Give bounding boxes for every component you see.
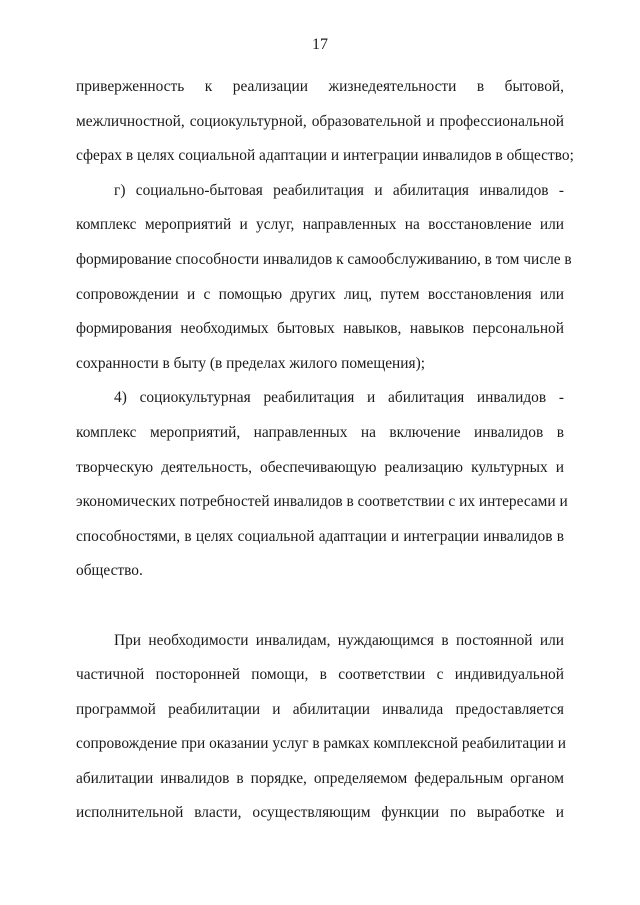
text-line: сохранности в быту (в пределах жилого помещения); [76, 354, 425, 372]
text-line: приверженность к реализации жизнедеятельности в бытовой, [76, 78, 564, 95]
text-line: общество. [76, 562, 143, 580]
text-line: сопровождении и с помощью других лиц, путем восстановления или [76, 285, 564, 303]
page-number: 17 [312, 36, 328, 53]
text-line: программой реабилитации и абилитации инвалида предоставляется [76, 700, 564, 718]
text-line: формирование способности инвалидов к самообслуживанию, в том числе в [76, 250, 572, 268]
text-line: При необходимости инвалидам, нуждающимся в постоянной или [114, 631, 564, 649]
text-line: исполнительной власти, осуществляющим функции по выработке и [76, 804, 564, 822]
text-line: сопровождение при оказании услуг в рамках комплексной реабилитации и [76, 735, 566, 753]
text-line: межличностной, социокультурной, образовательной и профессиональной [76, 112, 564, 130]
text-line: творческую деятельность, обеспечивающую реализацию культурных и [76, 458, 564, 476]
text-line: г) социально-бытовая реабилитация и абилитация инвалидов - [114, 181, 564, 199]
text-line: комплекс мероприятий и услуг, направленных на восстановление или [76, 216, 564, 234]
text-line: способностями, в целях социальной адаптации и интеграции инвалидов в [76, 527, 564, 545]
paragraph-gap [76, 589, 564, 624]
document-body [76, 70, 574, 831]
text-line: формирования необходимых бытовых навыков, навыков персональной [76, 320, 564, 338]
text-line: экономических потребностей инвалидов в соответствии с их интересами и [76, 493, 568, 511]
text-line: абилитации инвалидов в порядке, определяемом федеральным органом [76, 769, 564, 787]
text-line: 4) социокультурная реабилитация и абилитация инвалидов - [114, 389, 564, 407]
text-line: частичной посторонней помощи, в соответствии с индивидуальной [76, 666, 564, 684]
text-line: сферах в целях социальной адаптации и интеграции инвалидов в общество; [76, 147, 574, 165]
text-line: комплекс мероприятий, направленных на включение инвалидов в [76, 423, 564, 441]
